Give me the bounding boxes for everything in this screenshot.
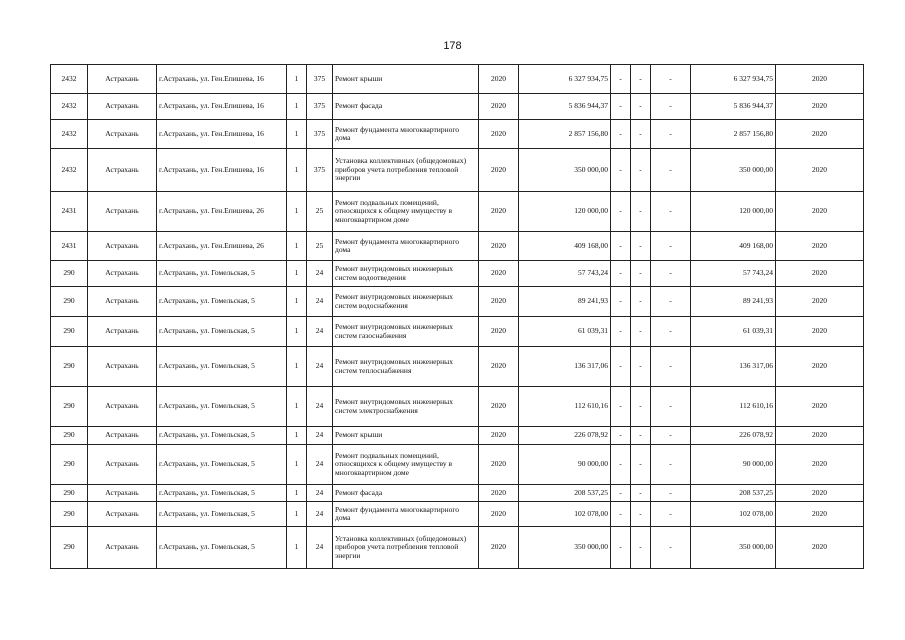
year-cell: 2020 xyxy=(479,387,519,427)
area-cell: 24 xyxy=(307,347,333,387)
amount-cell: 57 743,24 xyxy=(519,261,611,287)
total-cell: 6 327 934,75 xyxy=(691,65,776,94)
work-type-cell: Ремонт подвальных помещений, относящихся к общему имуществу в многоквартирном доме xyxy=(333,445,479,485)
entrances-cell: 1 xyxy=(287,527,307,569)
city-cell: Астрахань xyxy=(88,287,157,317)
address-cell: г.Астрахань, ул. Ген.Епишева, 16 xyxy=(157,65,287,94)
address-cell: г.Астрахань, ул. Гомельская, 5 xyxy=(157,445,287,485)
entrances-cell: 1 xyxy=(287,445,307,485)
city-cell: Астрахань xyxy=(88,94,157,120)
table-row xyxy=(51,347,864,387)
entrances-cell: 1 xyxy=(287,94,307,120)
year-cell: 2020 xyxy=(479,427,519,445)
table-row xyxy=(51,427,864,445)
entrances-cell: 1 xyxy=(287,192,307,232)
completion-year-cell: 2020 xyxy=(776,287,864,317)
work-type-cell: Ремонт подвальных помещений, относящихся к общему имуществу в многоквартирном доме xyxy=(333,192,479,232)
row-id: 2432 xyxy=(51,65,88,94)
dash-cell: - xyxy=(631,347,651,387)
table-row xyxy=(51,149,864,192)
total-cell: 120 000,00 xyxy=(691,192,776,232)
amount-cell: 208 537,25 xyxy=(519,485,611,502)
area-cell: 24 xyxy=(307,317,333,347)
row-id: 290 xyxy=(51,287,88,317)
total-cell: 57 743,24 xyxy=(691,261,776,287)
dash-cell: - xyxy=(651,94,691,120)
completion-year-cell: 2020 xyxy=(776,527,864,569)
completion-year-cell: 2020 xyxy=(776,232,864,261)
address-cell: г.Астрахань, ул. Гомельская, 5 xyxy=(157,387,287,427)
area-cell: 24 xyxy=(307,427,333,445)
dash-cell: - xyxy=(611,192,631,232)
row-id: 290 xyxy=(51,317,88,347)
row-id: 290 xyxy=(51,347,88,387)
completion-year-cell: 2020 xyxy=(776,120,864,149)
table-body xyxy=(51,65,864,569)
total-cell: 61 039,31 xyxy=(691,317,776,347)
dash-cell: - xyxy=(631,120,651,149)
amount-cell: 350 000,00 xyxy=(519,527,611,569)
amount-cell: 102 078,00 xyxy=(519,502,611,527)
year-cell: 2020 xyxy=(479,192,519,232)
dash-cell: - xyxy=(611,65,631,94)
area-cell: 375 xyxy=(307,120,333,149)
entrances-cell: 1 xyxy=(287,347,307,387)
completion-year-cell: 2020 xyxy=(776,94,864,120)
address-cell: г.Астрахань, ул. Ген.Епишева, 16 xyxy=(157,149,287,192)
dash-cell: - xyxy=(631,192,651,232)
entrances-cell: 1 xyxy=(287,502,307,527)
area-cell: 24 xyxy=(307,445,333,485)
table-row xyxy=(51,502,864,527)
amount-cell: 112 610,16 xyxy=(519,387,611,427)
table-row xyxy=(51,485,864,502)
city-cell: Астрахань xyxy=(88,261,157,287)
amount-cell: 5 836 944,37 xyxy=(519,94,611,120)
address-cell: г.Астрахань, ул. Гомельская, 5 xyxy=(157,502,287,527)
amount-cell: 2 857 156,80 xyxy=(519,120,611,149)
dash-cell: - xyxy=(611,232,631,261)
amount-cell: 89 241,93 xyxy=(519,287,611,317)
year-cell: 2020 xyxy=(479,527,519,569)
dash-cell: - xyxy=(651,502,691,527)
row-id: 290 xyxy=(51,427,88,445)
city-cell: Астрахань xyxy=(88,502,157,527)
dash-cell: - xyxy=(611,149,631,192)
work-type-cell: Ремонт фундамента многоквартирного дома xyxy=(333,502,479,527)
dash-cell: - xyxy=(651,232,691,261)
work-type-cell: Ремонт внутридомовых инженерных систем теплоснабжения xyxy=(333,347,479,387)
address-cell: г.Астрахань, ул. Ген.Епишева, 26 xyxy=(157,192,287,232)
table-row xyxy=(51,287,864,317)
dash-cell: - xyxy=(651,120,691,149)
row-id: 2431 xyxy=(51,192,88,232)
area-cell: 375 xyxy=(307,149,333,192)
dash-cell: - xyxy=(651,317,691,347)
city-cell: Астрахань xyxy=(88,427,157,445)
dash-cell: - xyxy=(631,94,651,120)
table-row xyxy=(51,232,864,261)
area-cell: 375 xyxy=(307,65,333,94)
dash-cell: - xyxy=(611,120,631,149)
dash-cell: - xyxy=(651,149,691,192)
total-cell: 90 000,00 xyxy=(691,445,776,485)
dash-cell: - xyxy=(631,427,651,445)
amount-cell: 226 078,92 xyxy=(519,427,611,445)
total-cell: 136 317,06 xyxy=(691,347,776,387)
works-register-table xyxy=(50,64,864,569)
address-cell: г.Астрахань, ул. Гомельская, 5 xyxy=(157,317,287,347)
completion-year-cell: 2020 xyxy=(776,502,864,527)
total-cell: 350 000,00 xyxy=(691,527,776,569)
dash-cell: - xyxy=(651,347,691,387)
entrances-cell: 1 xyxy=(287,485,307,502)
row-id: 2432 xyxy=(51,120,88,149)
address-cell: г.Астрахань, ул. Гомельская, 5 xyxy=(157,261,287,287)
amount-cell: 6 327 934,75 xyxy=(519,65,611,94)
city-cell: Астрахань xyxy=(88,387,157,427)
total-cell: 350 000,00 xyxy=(691,149,776,192)
amount-cell: 350 000,00 xyxy=(519,149,611,192)
year-cell: 2020 xyxy=(479,65,519,94)
year-cell: 2020 xyxy=(479,149,519,192)
address-cell: г.Астрахань, ул. Гомельская, 5 xyxy=(157,347,287,387)
row-id: 290 xyxy=(51,445,88,485)
completion-year-cell: 2020 xyxy=(776,192,864,232)
total-cell: 89 241,93 xyxy=(691,287,776,317)
address-cell: г.Астрахань, ул. Гомельская, 5 xyxy=(157,527,287,569)
amount-cell: 409 168,00 xyxy=(519,232,611,261)
dash-cell: - xyxy=(611,527,631,569)
work-type-cell: Ремонт крыши xyxy=(333,427,479,445)
dash-cell: - xyxy=(631,149,651,192)
amount-cell: 120 000,00 xyxy=(519,192,611,232)
dash-cell: - xyxy=(651,192,691,232)
completion-year-cell: 2020 xyxy=(776,347,864,387)
table-row xyxy=(51,445,864,485)
entrances-cell: 1 xyxy=(287,317,307,347)
year-cell: 2020 xyxy=(479,445,519,485)
work-type-cell: Ремонт фундамента многоквартирного дома xyxy=(333,232,479,261)
dash-cell: - xyxy=(631,65,651,94)
entrances-cell: 1 xyxy=(287,149,307,192)
area-cell: 24 xyxy=(307,387,333,427)
work-type-cell: Ремонт внутридомовых инженерных систем электроснабжения xyxy=(333,387,479,427)
amount-cell: 90 000,00 xyxy=(519,445,611,485)
row-id: 2432 xyxy=(51,149,88,192)
dash-cell: - xyxy=(651,287,691,317)
city-cell: Астрахань xyxy=(88,232,157,261)
city-cell: Астрахань xyxy=(88,317,157,347)
area-cell: 24 xyxy=(307,485,333,502)
dash-cell: - xyxy=(611,347,631,387)
total-cell: 208 537,25 xyxy=(691,485,776,502)
address-cell: г.Астрахань, ул. Гомельская, 5 xyxy=(157,287,287,317)
row-id: 290 xyxy=(51,387,88,427)
year-cell: 2020 xyxy=(479,317,519,347)
city-cell: Астрахань xyxy=(88,445,157,485)
year-cell: 2020 xyxy=(479,261,519,287)
address-cell: г.Астрахань, ул. Гомельская, 5 xyxy=(157,427,287,445)
dash-cell: - xyxy=(631,287,651,317)
total-cell: 5 836 944,37 xyxy=(691,94,776,120)
total-cell: 112 610,16 xyxy=(691,387,776,427)
work-type-cell: Ремонт фасада xyxy=(333,485,479,502)
work-type-cell: Установка коллективных (общедомовых) приборов учета потребления тепловой энергии xyxy=(333,149,479,192)
table-row xyxy=(51,317,864,347)
city-cell: Астрахань xyxy=(88,485,157,502)
total-cell: 2 857 156,80 xyxy=(691,120,776,149)
city-cell: Астрахань xyxy=(88,347,157,387)
entrances-cell: 1 xyxy=(287,232,307,261)
total-cell: 102 078,00 xyxy=(691,502,776,527)
area-cell: 375 xyxy=(307,94,333,120)
dash-cell: - xyxy=(631,317,651,347)
year-cell: 2020 xyxy=(479,287,519,317)
dash-cell: - xyxy=(611,261,631,287)
row-id: 290 xyxy=(51,502,88,527)
completion-year-cell: 2020 xyxy=(776,317,864,347)
completion-year-cell: 2020 xyxy=(776,445,864,485)
entrances-cell: 1 xyxy=(287,427,307,445)
dash-cell: - xyxy=(651,527,691,569)
amount-cell: 61 039,31 xyxy=(519,317,611,347)
city-cell: Астрахань xyxy=(88,120,157,149)
entrances-cell: 1 xyxy=(287,287,307,317)
dash-cell: - xyxy=(631,232,651,261)
page-number: 178 xyxy=(443,40,462,52)
work-type-cell: Ремонт внутридомовых инженерных систем водоснабжения xyxy=(333,287,479,317)
city-cell: Астрахань xyxy=(88,527,157,569)
area-cell: 24 xyxy=(307,502,333,527)
completion-year-cell: 2020 xyxy=(776,387,864,427)
dash-cell: - xyxy=(611,445,631,485)
work-type-cell: Ремонт внутридомовых инженерных систем водоотведения xyxy=(333,261,479,287)
dash-cell: - xyxy=(611,94,631,120)
amount-cell: 136 317,06 xyxy=(519,347,611,387)
work-type-cell: Ремонт фасада xyxy=(333,94,479,120)
table-row xyxy=(51,261,864,287)
city-cell: Астрахань xyxy=(88,149,157,192)
completion-year-cell: 2020 xyxy=(776,427,864,445)
table-row xyxy=(51,387,864,427)
entrances-cell: 1 xyxy=(287,261,307,287)
completion-year-cell: 2020 xyxy=(776,261,864,287)
address-cell: г.Астрахань, ул. Гомельская, 5 xyxy=(157,485,287,502)
year-cell: 2020 xyxy=(479,120,519,149)
entrances-cell: 1 xyxy=(287,387,307,427)
table-row xyxy=(51,192,864,232)
dash-cell: - xyxy=(611,287,631,317)
city-cell: Астрахань xyxy=(88,192,157,232)
table-row xyxy=(51,120,864,149)
total-cell: 226 078,92 xyxy=(691,427,776,445)
dash-cell: - xyxy=(631,261,651,287)
address-cell: г.Астрахань, ул. Ген.Епишева, 16 xyxy=(157,120,287,149)
area-cell: 24 xyxy=(307,287,333,317)
entrances-cell: 1 xyxy=(287,65,307,94)
dash-cell: - xyxy=(631,527,651,569)
row-id: 290 xyxy=(51,261,88,287)
dash-cell: - xyxy=(611,427,631,445)
dash-cell: - xyxy=(651,261,691,287)
dash-cell: - xyxy=(611,387,631,427)
row-id: 2431 xyxy=(51,232,88,261)
dash-cell: - xyxy=(631,485,651,502)
address-cell: г.Астрахань, ул. Ген.Епишева, 26 xyxy=(157,232,287,261)
entrances-cell: 1 xyxy=(287,120,307,149)
address-cell: г.Астрахань, ул. Ген.Епишева, 16 xyxy=(157,94,287,120)
row-id: 2432 xyxy=(51,94,88,120)
dash-cell: - xyxy=(611,317,631,347)
year-cell: 2020 xyxy=(479,502,519,527)
area-cell: 24 xyxy=(307,527,333,569)
dash-cell: - xyxy=(651,445,691,485)
dash-cell: - xyxy=(631,502,651,527)
dash-cell: - xyxy=(651,65,691,94)
area-cell: 25 xyxy=(307,192,333,232)
work-type-cell: Ремонт крыши xyxy=(333,65,479,94)
year-cell: 2020 xyxy=(479,347,519,387)
area-cell: 25 xyxy=(307,232,333,261)
table-row xyxy=(51,527,864,569)
completion-year-cell: 2020 xyxy=(776,65,864,94)
year-cell: 2020 xyxy=(479,232,519,261)
year-cell: 2020 xyxy=(479,485,519,502)
dash-cell: - xyxy=(631,387,651,427)
dash-cell: - xyxy=(611,485,631,502)
dash-cell: - xyxy=(651,427,691,445)
table-row xyxy=(51,65,864,94)
row-id: 290 xyxy=(51,527,88,569)
table-row xyxy=(51,94,864,120)
city-cell: Астрахань xyxy=(88,65,157,94)
row-id: 290 xyxy=(51,485,88,502)
dash-cell: - xyxy=(611,502,631,527)
work-type-cell: Установка коллективных (общедомовых) приборов учета потребления тепловой энергии xyxy=(333,527,479,569)
dash-cell: - xyxy=(631,445,651,485)
completion-year-cell: 2020 xyxy=(776,149,864,192)
completion-year-cell: 2020 xyxy=(776,485,864,502)
dash-cell: - xyxy=(651,387,691,427)
dash-cell: - xyxy=(651,485,691,502)
area-cell: 24 xyxy=(307,261,333,287)
total-cell: 409 168,00 xyxy=(691,232,776,261)
work-type-cell: Ремонт фундамента многоквартирного дома xyxy=(333,120,479,149)
year-cell: 2020 xyxy=(479,94,519,120)
work-type-cell: Ремонт внутридомовых инженерных систем газоснабжения xyxy=(333,317,479,347)
